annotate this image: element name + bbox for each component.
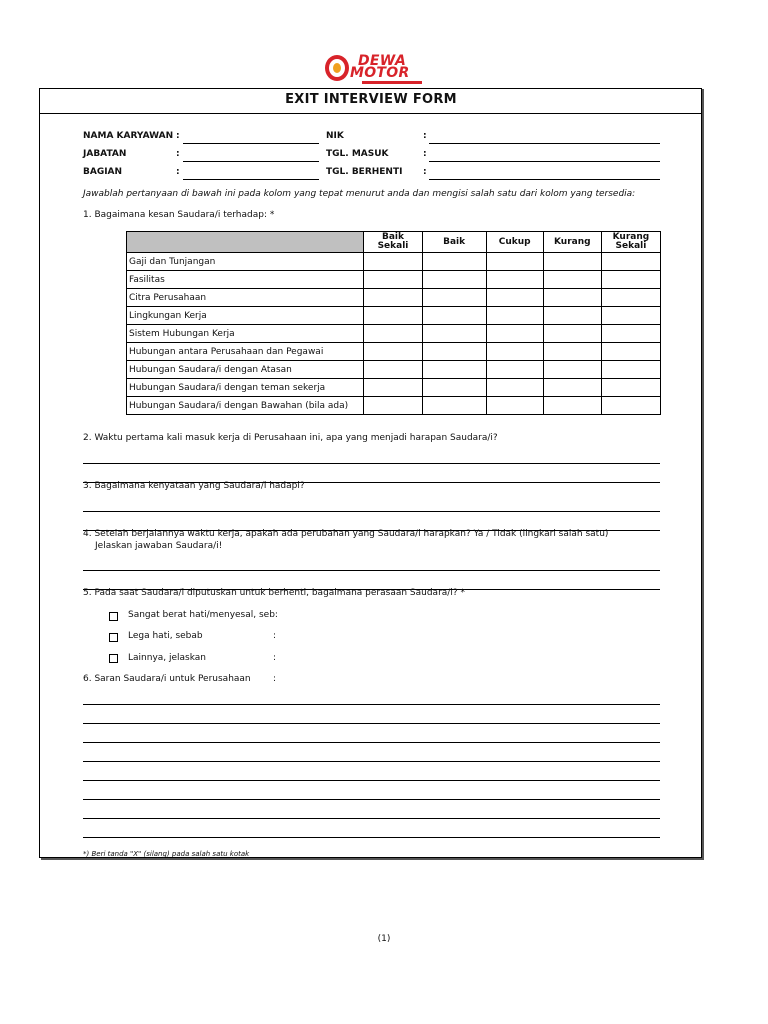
colon: :: [176, 167, 180, 177]
rating-row: [127, 289, 661, 307]
rating-cell[interactable]: [364, 343, 422, 361]
label-nama-karyawan: NAMA KARYAWAN: [83, 131, 174, 141]
rating-cell[interactable]: [422, 289, 486, 307]
rating-cell[interactable]: [486, 253, 543, 271]
question-6: 6. Saran Saudara/i untuk Perusahaan: [83, 674, 251, 684]
rating-cell[interactable]: [364, 271, 422, 289]
colon: :: [176, 131, 180, 141]
rating-table-header: [127, 232, 661, 253]
rating-cell[interactable]: [364, 307, 422, 325]
rating-col-baik-sekali: Baik Sekali: [364, 232, 422, 253]
colon: :: [423, 167, 427, 177]
answer-line-q2[interactable]: [83, 463, 660, 464]
answer-line-q6[interactable]: [83, 704, 660, 705]
rating-cell[interactable]: [364, 253, 422, 271]
question-4: 4. Setelah berjalannya waktu kerja, apakah ada perubahan yang Saudara/i harapkan? Ya / Tidak (lingkari salah satu): [83, 529, 609, 539]
rating-criterion: Citra Perusahaan: [127, 289, 364, 307]
rating-cell[interactable]: [422, 397, 486, 415]
rating-col-cukup: Cukup: [486, 232, 543, 253]
rating-cell[interactable]: [486, 379, 543, 397]
rating-cell[interactable]: [543, 325, 601, 343]
logo-underline: [362, 81, 422, 84]
checkbox-sangat-berat[interactable]: [109, 612, 118, 621]
rating-row: [127, 307, 661, 325]
rating-col-kurang: Kurang: [543, 232, 601, 253]
logo-text-line2: MOTOR: [350, 65, 410, 81]
page-number: (1): [377, 934, 391, 944]
rating-cell[interactable]: [601, 325, 660, 343]
rating-cell[interactable]: [364, 325, 422, 343]
rating-criterion: Hubungan Saudara/i dengan Atasan: [127, 361, 364, 379]
rating-row: [127, 343, 661, 361]
rating-cell[interactable]: [486, 397, 543, 415]
tgl-masuk-field[interactable]: [429, 161, 660, 162]
question-1: 1. Bagaimana kesan Saudara/i terhadap: *: [83, 210, 275, 220]
rating-cell[interactable]: [543, 379, 601, 397]
form-title: EXIT INTERVIEW FORM: [285, 92, 457, 107]
rating-cell[interactable]: [543, 343, 601, 361]
answer-line-q6[interactable]: [83, 837, 660, 838]
rating-criterion: Lingkungan Kerja: [127, 307, 364, 325]
answer-line-q6[interactable]: [83, 742, 660, 743]
rating-table: [126, 231, 661, 415]
rating-cell[interactable]: [422, 343, 486, 361]
answer-line-q6[interactable]: [83, 780, 660, 781]
nama-karyawan-field[interactable]: [183, 143, 319, 144]
rating-cell[interactable]: [601, 343, 660, 361]
checkbox-lega-hati[interactable]: [109, 633, 118, 642]
rating-row: [127, 325, 661, 343]
rating-col-baik: Baik: [422, 232, 486, 253]
rating-row: [127, 361, 661, 379]
label-jabatan: JABATAN: [83, 149, 127, 159]
rating-cell[interactable]: [543, 253, 601, 271]
checkbox-lainnya[interactable]: [109, 654, 118, 663]
rating-cell[interactable]: [364, 379, 422, 397]
rating-header-blank: [127, 232, 364, 253]
rating-cell[interactable]: [422, 379, 486, 397]
rating-row: [127, 253, 661, 271]
rating-cell[interactable]: [486, 361, 543, 379]
option-lega-hati: Lega hati, sebab: [128, 631, 203, 641]
instructions-text: Jawablah pertanyaan di bawah ini pada kolom yang tepat menurut anda dan mengisi salah satu dari kolom yang tersedia:: [83, 189, 636, 199]
rating-cell[interactable]: [543, 307, 601, 325]
question-5: 5. Pada saat Saudara/i diputuskan untuk berhenti, bagaimana perasaan Saudara/i? *: [83, 588, 465, 598]
logo-text-line1: DEWA: [358, 53, 407, 69]
rating-criterion: Sistem Hubungan Kerja: [127, 325, 364, 343]
rating-cell[interactable]: [601, 397, 660, 415]
rating-cell[interactable]: [422, 253, 486, 271]
answer-line-q6[interactable]: [83, 799, 660, 800]
logo-mark-icon: [325, 55, 349, 81]
rating-cell[interactable]: [486, 325, 543, 343]
rating-cell[interactable]: [601, 289, 660, 307]
rating-row: [127, 271, 661, 289]
rating-cell[interactable]: [364, 397, 422, 415]
answer-line-q4[interactable]: [83, 570, 660, 571]
rating-cell[interactable]: [364, 289, 422, 307]
question-4-subtext: Jelaskan jawaban Saudara/i!: [95, 541, 223, 551]
rating-cell[interactable]: [364, 361, 422, 379]
rating-row: [127, 397, 661, 415]
rating-cell[interactable]: [601, 271, 660, 289]
frame-shadow-bottom: [41, 858, 704, 860]
colon: :: [423, 149, 427, 159]
question-3: 3. Bagaimana kenyataan yang Saudara/i hadapi?: [83, 481, 305, 491]
rating-criterion: Fasilitas: [127, 271, 364, 289]
answer-line-q6[interactable]: [83, 818, 660, 819]
answer-line-q3[interactable]: [83, 511, 660, 512]
rating-cell[interactable]: [543, 397, 601, 415]
colon: :: [176, 149, 180, 159]
rating-cell[interactable]: [601, 379, 660, 397]
rating-cell[interactable]: [486, 343, 543, 361]
rating-row: [127, 379, 661, 397]
footnote: *) Beri tanda "X" (silang) pada salah satu kotak: [83, 850, 250, 858]
bagian-field[interactable]: [183, 179, 319, 180]
answer-line-q6[interactable]: [83, 723, 660, 724]
rating-cell[interactable]: [486, 289, 543, 307]
rating-cell[interactable]: [601, 307, 660, 325]
rating-cell[interactable]: [422, 271, 486, 289]
rating-cell[interactable]: [543, 361, 601, 379]
rating-cell[interactable]: [422, 325, 486, 343]
answer-line-q6[interactable]: [83, 761, 660, 762]
colon: :: [423, 131, 427, 141]
tgl-berhenti-field[interactable]: [429, 179, 660, 180]
label-tgl-masuk: TGL. MASUK: [326, 149, 389, 159]
rating-cell[interactable]: [486, 307, 543, 325]
label-tgl-berhenti: TGL. BERHENTI: [326, 167, 403, 177]
rating-col-kurang-sekali: Kurang Sekali: [601, 232, 660, 253]
company-logo: [322, 52, 432, 88]
rating-cell[interactable]: [601, 361, 660, 379]
nik-field[interactable]: [429, 143, 660, 144]
label-bagian: BAGIAN: [83, 167, 123, 177]
rating-cell[interactable]: [422, 361, 486, 379]
jabatan-field[interactable]: [183, 161, 319, 162]
rating-cell[interactable]: [543, 271, 601, 289]
frame-shadow-right: [702, 89, 704, 859]
colon: :: [273, 653, 277, 663]
rating-criterion: Hubungan antara Perusahaan dan Pegawai: [127, 343, 364, 361]
rating-cell[interactable]: [543, 289, 601, 307]
label-nik: NIK: [326, 131, 344, 141]
option-sangat-berat: Sangat berat hati/menyesal, seb:: [128, 610, 278, 620]
question-2: 2. Waktu pertama kali masuk kerja di Perusahaan ini, apa yang menjadi harapan Saudara/i?: [83, 433, 498, 443]
rating-criterion: Gaji dan Tunjangan: [127, 253, 364, 271]
colon: :: [273, 674, 277, 684]
rating-criterion: Hubungan Saudara/i dengan teman sekerja: [127, 379, 364, 397]
title-divider: [40, 113, 702, 114]
rating-cell[interactable]: [486, 271, 543, 289]
option-lainnya: Lainnya, jelaskan: [128, 653, 207, 663]
rating-criterion: Hubungan Saudara/i dengan Bawahan (bila ada): [127, 397, 364, 415]
colon: :: [273, 631, 277, 641]
rating-cell[interactable]: [601, 253, 660, 271]
rating-cell[interactable]: [422, 307, 486, 325]
